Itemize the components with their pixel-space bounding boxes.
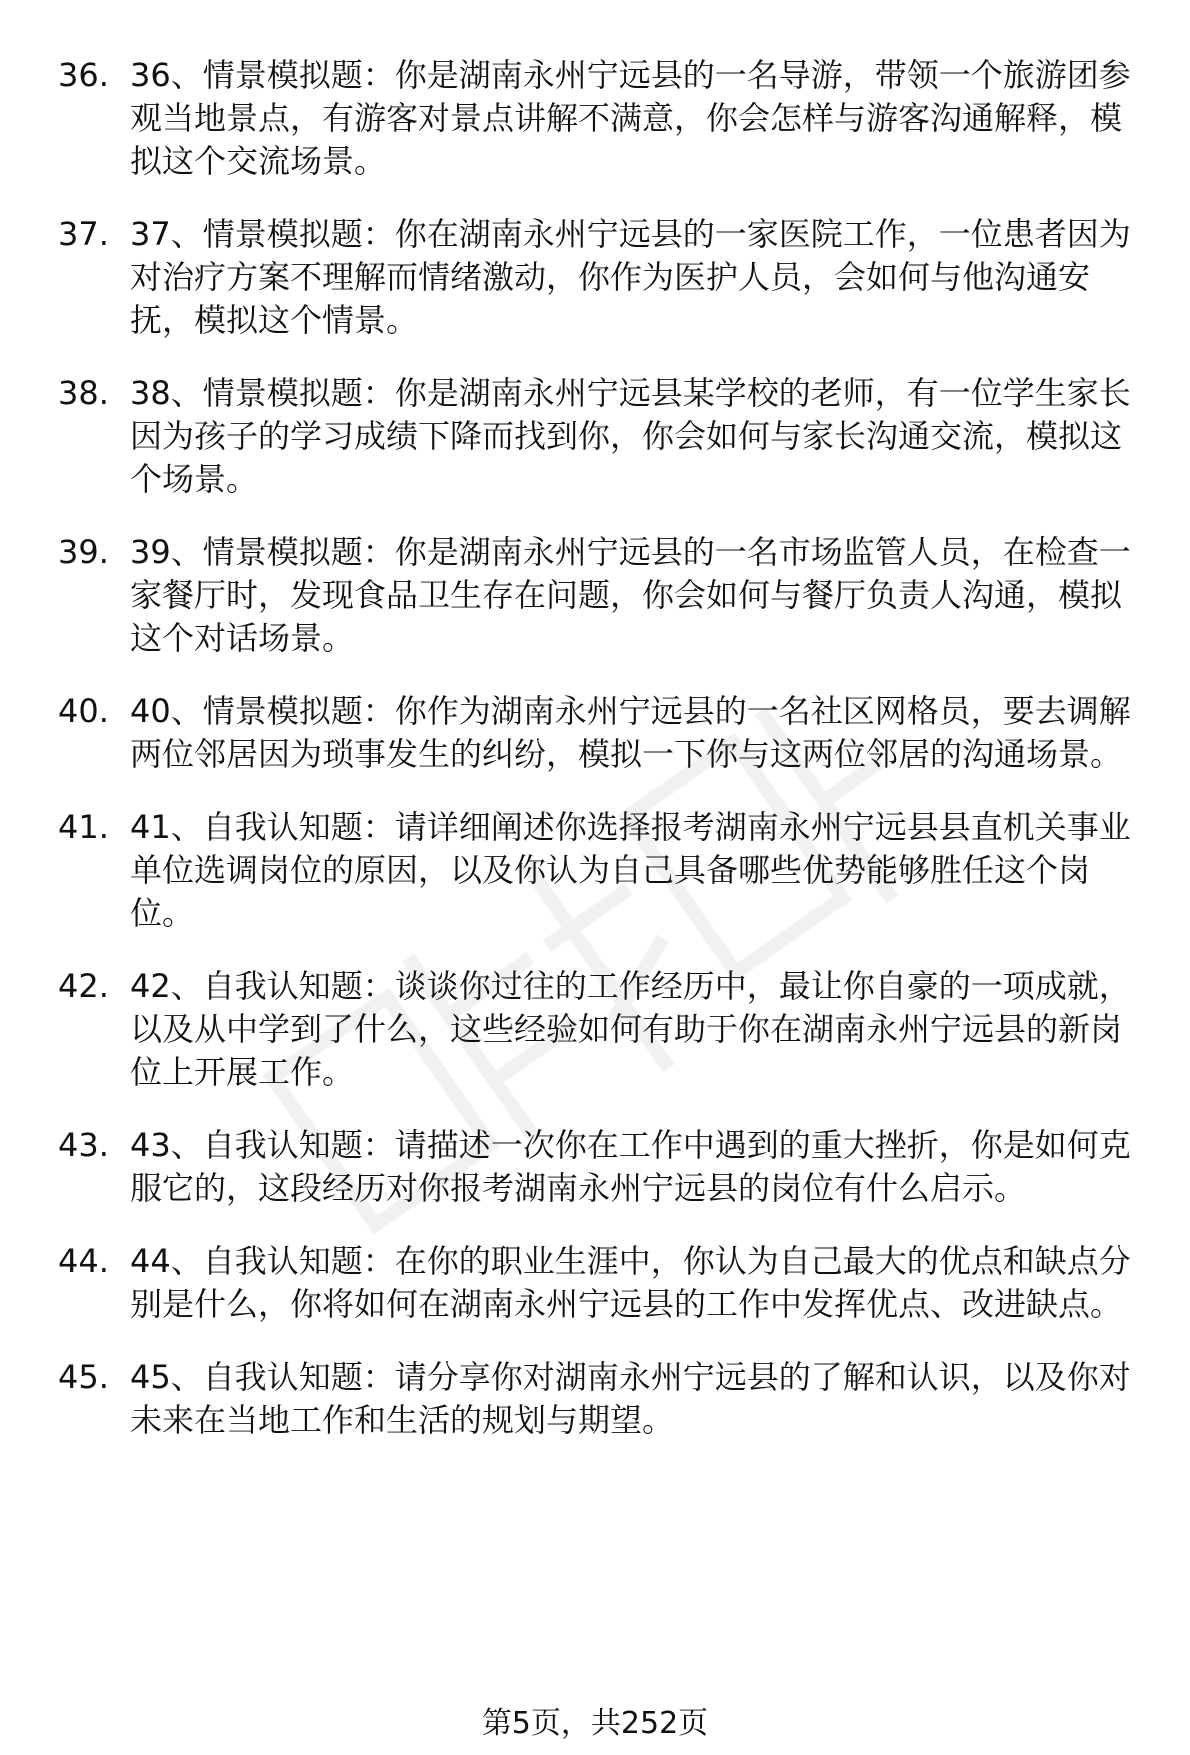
question-number: 43. [58,1126,109,1164]
list-item [58,1240,1138,1326]
list-item [58,54,1138,183]
list-item [58,806,1138,935]
list-item [58,531,1138,660]
question-number: 41. [58,808,109,846]
question-text: 38、情景模拟题：你是湖南永州宁远县某学校的老师，有一位学生家长因为孩子的学习成绩下降而找到你，你会如何与家长沟通交流，模拟这个场景。 [130,374,1131,498]
list-item [58,690,1138,776]
question-number: 37. [58,215,109,253]
question-list [58,54,1138,1472]
question-number: 45. [58,1358,109,1396]
list-item [58,965,1138,1094]
question-number: 42. [58,967,109,1005]
list-item [58,213,1138,342]
question-text: 40、情景模拟题：你作为湖南永州宁远县的一名社区网格员，要去调解两位邻居因为琐事发生的纠纷，模拟一下你与这两位邻居的沟通场景。 [130,692,1131,773]
question-text: 43、自我认知题：请描述一次你在工作中遇到的重大挫折，你是如何克服它的，这段经历对你报考湖南永州宁远县的岗位有什么启示。 [130,1126,1131,1207]
question-text: 39、情景模拟题：你是湖南永州宁远县的一名市场监管人员，在检查一家餐厅时，发现食品卫生存在问题，你会如何与餐厅负责人沟通，模拟这个对话场景。 [130,533,1131,657]
list-item [58,1356,1138,1442]
page-footer [0,1706,1190,1742]
question-text: 36、情景模拟题：你是湖南永州宁远县的一名导游，带领一个旅游团参观当地景点，有游客对景点讲解不满意，你会怎样与游客沟通解释，模拟这个交流场景。 [130,56,1131,180]
question-number: 44. [58,1242,109,1280]
question-number: 38. [58,374,109,412]
question-text: 44、自我认知题：在你的职业生涯中，你认为自己最大的优点和缺点分别是什么，你将如何在湖南永州宁远县的工作中发挥优点、改进缺点。 [130,1242,1131,1323]
question-text: 37、情景模拟题：你在湖南永州宁远县的一家医院工作，一位患者因为对治疗方案不理解而情绪激动，你作为医护人员，会如何与他沟通安抚，模拟这个情景。 [130,215,1131,339]
question-number: 39. [58,533,109,571]
question-text: 41、自我认知题：请详细阐述你选择报考湖南永州宁远县县直机关事业单位选调岗位的原因，以及你认为自己具备哪些优势能够胜任这个岗位。 [130,808,1131,932]
question-number: 40. [58,692,109,730]
list-item [58,372,1138,501]
list-item [58,1124,1138,1210]
question-number: 36. [58,56,109,94]
page-number-label: 第5页，共252页 [481,1706,709,1741]
question-text: 45、自我认知题：请分享你对湖南永州宁远县的了解和认识，以及你对未来在当地工作和生活的规划与期望。 [130,1358,1131,1439]
question-text: 42、自我认知题：谈谈你过往的工作经历中，最让你自豪的一项成就，以及从中学到了什么，这些经验如何有助于你在湖南永州宁远县的新岗位上开展工作。 [130,967,1131,1091]
